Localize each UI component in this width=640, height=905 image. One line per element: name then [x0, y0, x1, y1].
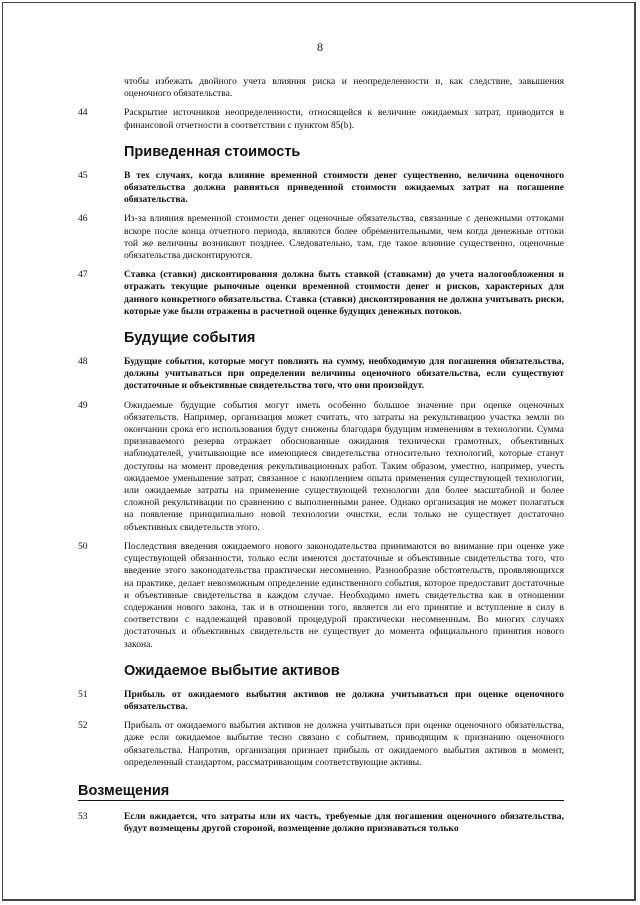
paragraph-text: Если ожидается, что затраты или их часть, требуемые для погашения оценочного обязательства, будут возмещены другой стороной, возмещение должно признаваться только [124, 810, 564, 835]
paragraph-text: В тех случаях, когда влияние временной стоимости денег существенно, величина оценочного обязательства должна равняться приведенной стоимости ожидаемых затрат на погашение обязательства. [124, 169, 564, 206]
paragraph-text: Ставка (ставки) дисконтирования должна быть ставкой (ставками) до учета налогообложения и отражать текущие рыночные оценки временной стоимости денег и рисков, характерных для данного конкретного обязательства. Ставка (ставки) дисконтирования не должна учитывать риски, которые уже были отражены в расчетной оценке будущих денежных потоков. [124, 269, 564, 317]
section-heading-expected-disposal: Ожидаемое выбытие активов [124, 662, 340, 679]
section-heading-future-events: Будущие события [124, 330, 256, 347]
paragraph-number: 46 [78, 213, 88, 225]
paragraph-45 [78, 170, 564, 207]
paragraph-text: Из-за влияния временной стоимости денег оценочные обязательства, связанные с денежными оттоками вскоре после конца отчетного периода, являются более обременительными, чем когда денежные оттоки той же величины возникают позднее. Следовательно, там, где такое влияние существенно, оценочные обязательства дисконтируются. [124, 213, 564, 262]
paragraph-text: Будущие события, которые могут повлиять на сумму, необходимую для погашения обязательства, должны учитываться при определении величины оценочного обязательства, если существуют достаточные и объективные свидетельства того, что они произойдут. [124, 356, 564, 392]
paragraph-49 [78, 400, 564, 534]
section-heading-reimbursements: Возмещения [78, 783, 564, 801]
paragraph-number: 45 [78, 169, 88, 181]
page-number: 8 [317, 40, 323, 54]
paragraph-number: 44 [78, 107, 88, 119]
paragraph-53 [78, 811, 564, 835]
document-body [78, 76, 564, 842]
paragraph-text: Ожидаемые будущие события могут иметь особенно большое значение при оценке оценочных обязательств. Например, организация может считать, что затраты на рекультивацию участка земли по окончании срока его использования будут снижены благодаря будущим изменениям в технологии. Сумма признаваемого резерва отражает обоснованные ожидания технически грамотных, объективных наблюдателей, учитывающие все имеющиеся свидетельства относительно технологий, которые станут доступны на момент проведения рекультивационных работ. Таким образом, уместно, например, учесть ожидаемое уменьшение затрат, связанное с накоплением опыта применения существующей технологии, или ожидаемые затраты на применение существующей технологии для более масштабной и более сложной рекультивации по сравнению с выполненными ранее. Однако организация не может полагаться на появление принципиально новой технологии очистки, если только не существует достаточно объективных свидетельств этого. [124, 399, 564, 533]
paragraph-number: 52 [78, 720, 88, 732]
paragraph-44 [78, 107, 564, 131]
paragraph-text: Прибыль от ожидаемого выбытия активов не должна учитываться при оценке оценочного обязательства. [124, 688, 564, 712]
paragraph-51 [78, 689, 564, 713]
paragraph-48 [78, 356, 564, 393]
paragraph-number: 47 [78, 269, 88, 281]
paragraph-47 [78, 269, 564, 318]
paragraph-52 [78, 720, 564, 769]
paragraph-text: Раскрытие источников неопределенности, относящейся к величине ожидаемых затрат, приводится в финансовой отчетности в соответствии с пунктом 85(b). [124, 107, 564, 131]
paragraph-number: 50 [78, 540, 88, 552]
paragraph-number: 49 [78, 399, 88, 411]
paragraph-text: чтобы избежать двойного учета влияния риска и неопределенности и, как следствие, завышения оценочного обязательства. [124, 76, 564, 100]
paragraph-text: Последствия введения ожидаемого нового законодательства принимаются во внимание при оценке уже существующей обязанности, только если имеются достаточные и объективные свидетельства того, что введение этого законодательства практически несомненно. Разнообразие обстоятельств, проявляющихся на практике, делает невозможным определение единственного события, которое предоставит достаточные и объективные свидетельства в каждом случае. Необходимо иметь свидетельства как в отношении содержания нового закона, так и в отношении того, является ли его принятие и вступление в силу в соответствии с надлежащей правовой процедурой практически несомненным. Во многих случаях достаточных и объективных свидетельств не существует до момента официального принятия нового закона. [124, 540, 564, 650]
paragraph-50 [78, 541, 564, 651]
paragraph-text: Прибыль от ожидаемого выбытия активов не должна учитываться при оценке оценочного обязательства, даже если ожидаемое выбытие тесно связано с событием, приводящим к признанию оценочного обязательства. Напротив, организация признает прибыль от ожидаемого выбытия активов в момент, определенный стандартом, рассматривающим соответствующие активы. [124, 720, 564, 768]
paragraph-number: 48 [78, 356, 88, 368]
paragraph-number: 51 [78, 688, 88, 700]
paragraph-number: 53 [78, 810, 88, 822]
paragraph-continuation [78, 76, 564, 100]
paragraph-46 [78, 213, 564, 262]
section-heading-present-value: Приведенная стоимость [124, 143, 301, 160]
